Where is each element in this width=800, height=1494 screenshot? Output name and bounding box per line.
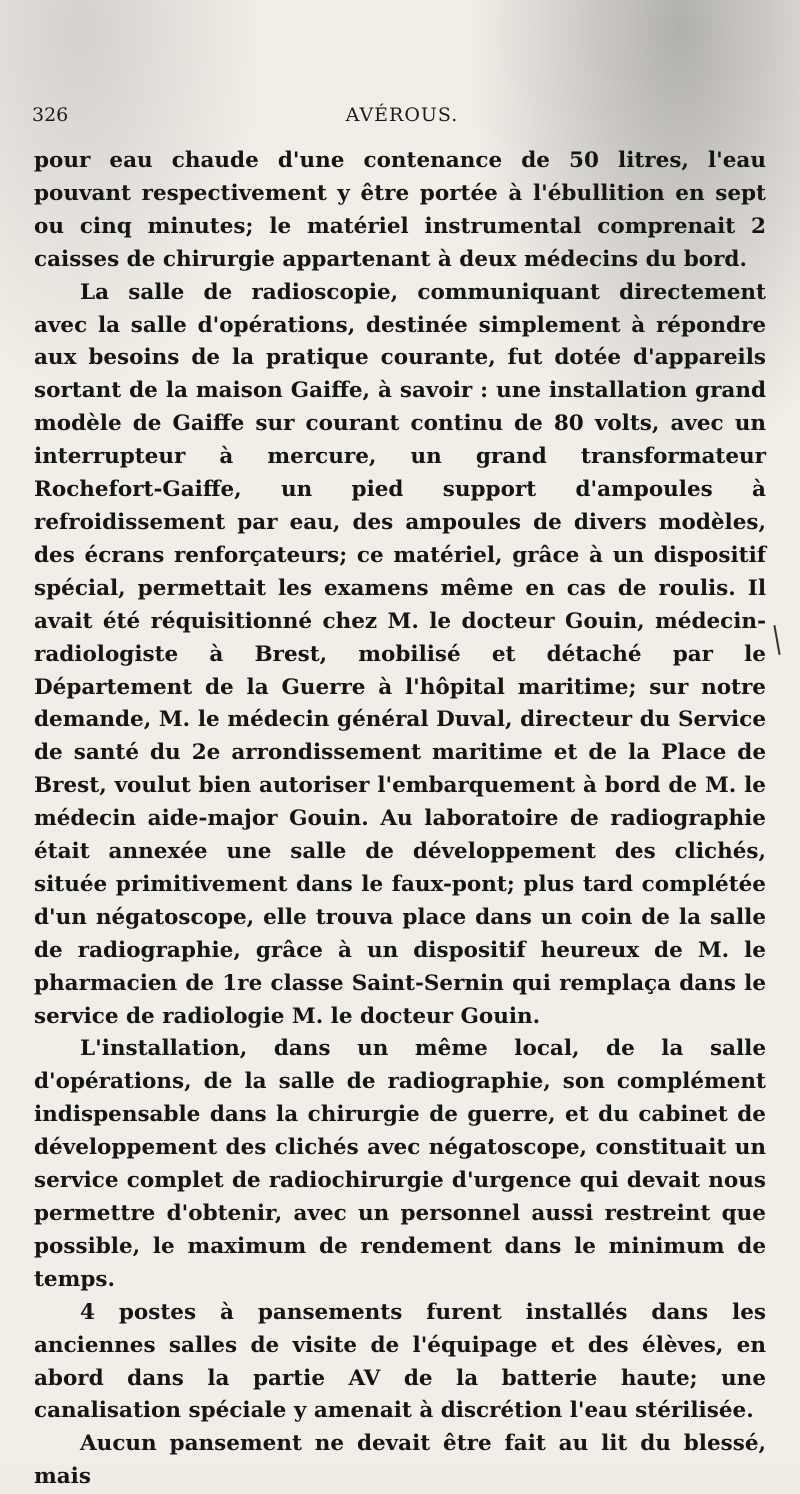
margin-mark xyxy=(773,625,780,655)
running-head: AVÉROUS. xyxy=(345,104,459,126)
paragraph-2: La salle de radioscopie, communiquant directement avec la salle d'opérations, destinée simplement à répondre aux besoins de la pratique courante, fut dotée d'appareils sortant de la maison Gaiffe, à savoir : une installation grand modèle de Gaiffe sur courant continu de 80 volts, avec un interrupteur à mercure, un grand transformateur Rochefort-Gaiffe, un pied support d'ampoules à refroidissement par eau, des ampoules de divers modèles, des écrans renforçateurs; ce matériel, grâce à un dispositif spécial, permettait les examens même en cas de roulis. Il avait été réquisitionné chez M. le docteur Gouin, médecin-radiologiste à Brest, mobilisé et détaché par le Département de la Guerre à l'hôpital maritime; sur notre demande, M. le médecin général Duval, directeur du Service de santé du 2e arrondissement maritime et de la Place de Brest, voulut bien autoriser l'embarquement à bord de M. le médecin aide-major Gouin. Au laboratoire de radiographie était annexée une salle de développement des clichés, située primitivement dans le faux-pont; plus tard complétée d'un négatoscope, elle trouva place dans un coin de la salle de radiographie, grâce à un dispositif heureux de M. le pharmacien de 1re classe Saint-Sernin qui remplaça dans le service de radiologie M. le docteur Gouin. xyxy=(34,279,766,1029)
paragraph-4: 4 postes à pansements furent installés dans les anciennes salles de visite de l'équipage et des élèves, en abord dans la partie AV de la batterie haute; une canalisation spéciale y amenait à discrétion l'eau stérilisée. xyxy=(34,1299,766,1424)
page-number: 326 xyxy=(32,104,69,126)
body-text xyxy=(34,145,766,1494)
paragraph-1: pour eau chaude d'une contenance de 50 litres, l'eau pouvant respectivement y être portée à l'ébullition en sept ou cinq minutes; le matériel instrumental comprenait 2 caisses de chirurgie appartenant à deux médecins du bord. xyxy=(34,148,766,272)
paragraph-3: L'installation, dans un même local, de la salle d'opérations, de la salle de radiographie, son complément indispensable dans la chirurgie de guerre, et du cabinet de développement des clichés avec négatoscope, constituait un service complet de radiochirurgie d'urgence qui devait nous permettre d'obtenir, avec un personnel aussi restreint que possible, le maximum de rendement dans le minimum de temps. xyxy=(34,1036,766,1292)
paragraph-5: Aucun pansement ne devait être fait au lit du blessé, mais xyxy=(34,1431,766,1490)
page-header xyxy=(32,104,772,134)
